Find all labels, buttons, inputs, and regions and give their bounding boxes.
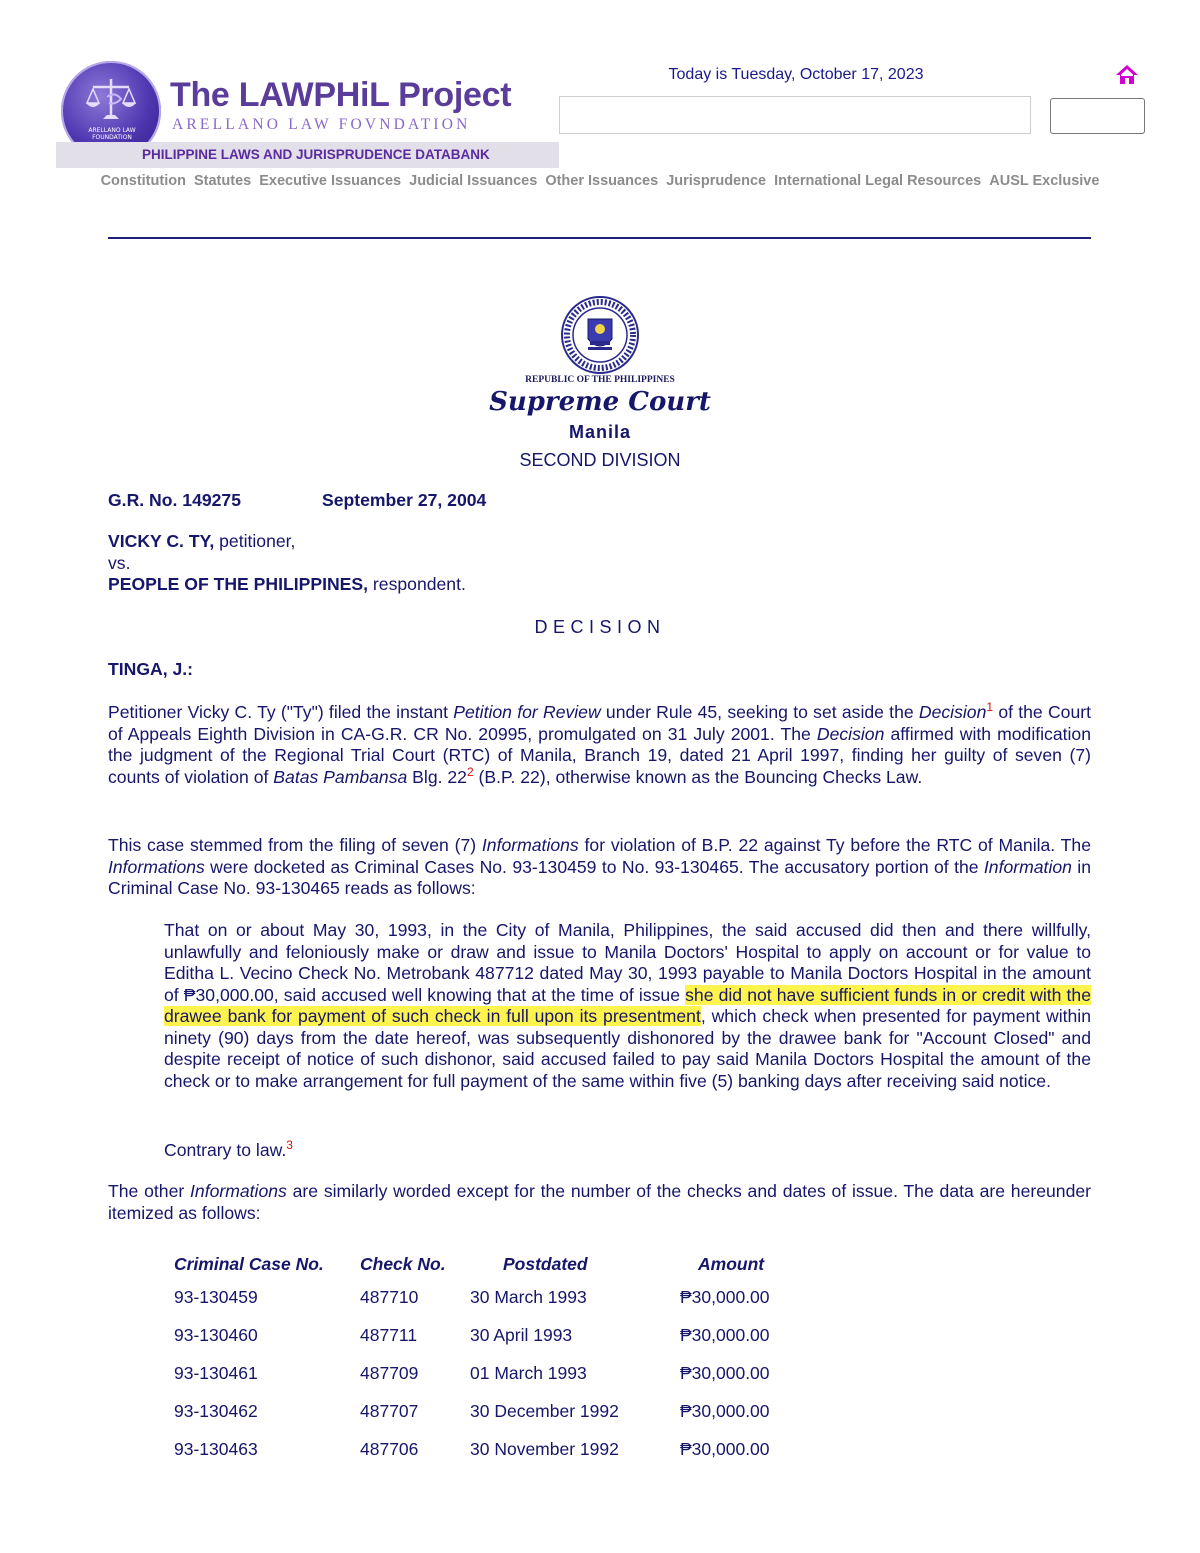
cell-postdated: 30 December 1992 xyxy=(470,1400,619,1421)
highlighted-text: she did not have sufficient funds in or credit with the drawee bank for payment of such check in full upon its presentment xyxy=(164,984,1091,1026)
cell-amount: ₱30,000.00 xyxy=(680,1324,770,1345)
decision-date: September 27, 2004 xyxy=(322,490,487,510)
table-row xyxy=(166,1316,838,1354)
text-run-italic: Petition for Review xyxy=(453,702,601,722)
text-run: are similarly worded except for the number of the checks and dates of issue. The data are hereunder itemized as follows: xyxy=(108,1181,1092,1223)
home-icon[interactable] xyxy=(1115,64,1139,86)
respondent-name: PEOPLE OF THE PHILIPPINES, xyxy=(108,574,369,594)
text-run-italic: Informations xyxy=(190,1181,287,1201)
foundation-name: ARELLANO LAW FOVNDATION xyxy=(172,116,471,133)
databank-banner: PHILIPPINE LAWS AND JURISPRUDENCE DATABANK xyxy=(56,142,559,168)
text-run: under Rule 45, seeking to set aside the xyxy=(600,702,919,722)
header-amount: Amount xyxy=(698,1253,765,1274)
cell-check-no: 487706 xyxy=(360,1438,419,1459)
ponente: TINGA, J.: xyxy=(108,659,194,679)
cell-postdated: 01 March 1993 xyxy=(470,1362,587,1383)
search-input[interactable] xyxy=(559,96,1031,134)
text-run: were docketed as Criminal Cases No. 93-130459 to No. 93-130465. The accusatory portion of the xyxy=(204,856,984,877)
search-button[interactable] xyxy=(1050,98,1145,134)
text-run-italic: Decision xyxy=(816,723,885,744)
cases-table xyxy=(166,1250,838,1468)
quoted-information xyxy=(164,920,1091,1092)
cell-check-no: 487711 xyxy=(360,1324,418,1345)
text-run: affirmed with modification the judgment of the Regional Trial Court (RTC) of Manila, Branch 19, dated 21 April 1997, finding her guilty of seven (7) counts of violation of xyxy=(108,723,1091,787)
table-row xyxy=(166,1354,838,1392)
table-row xyxy=(166,1278,838,1316)
cell-amount: ₱30,000.00 xyxy=(680,1362,770,1383)
cell-postdated: 30 March 1993 xyxy=(470,1286,587,1307)
footnote-link-1[interactable]: 1 xyxy=(986,700,994,715)
text-run: This case stemmed from the filing of seven (7) xyxy=(108,835,482,855)
text-run-italic: Informations xyxy=(481,835,579,855)
cell-case-no: 93-130463 xyxy=(174,1438,258,1459)
respondent-role: respondent. xyxy=(368,574,466,594)
paragraph-3 xyxy=(108,1181,1091,1224)
cell-check-no: 487709 xyxy=(360,1362,419,1383)
court-division: SECOND DIVISION xyxy=(519,450,681,470)
respondent-line xyxy=(108,574,466,596)
text-run: Contrary to law. xyxy=(164,1140,287,1160)
nav-constitution[interactable]: Constitution xyxy=(100,173,186,189)
cell-amount: ₱30,000.00 xyxy=(680,1286,770,1307)
text-run: Blg. 22 xyxy=(407,766,467,787)
supreme-court-seal-icon xyxy=(560,295,640,375)
cell-postdated: 30 November 1992 xyxy=(470,1438,619,1459)
footnote-link-2[interactable]: 2 xyxy=(466,764,474,779)
text-run: in Criminal Case No. 93-130465 reads as follows: xyxy=(108,856,1091,898)
text-run-italic: Informations xyxy=(108,856,205,877)
scales-of-justice-icon xyxy=(85,75,137,125)
text-run: for violation of B.P. 22 against Ty before the RTC of Manila. The xyxy=(578,835,1091,855)
nav-jurisprudence[interactable]: Jurisprudence xyxy=(666,173,767,189)
brand-title: The LAWPHiL Project xyxy=(170,76,512,114)
cell-check-no: 487707 xyxy=(360,1400,419,1421)
seal-small-text: ARELLANO LAW FOUNDATION xyxy=(88,127,136,141)
footnote-link-3[interactable]: 3 xyxy=(286,1138,293,1153)
republic-label: REPUBLIC OF THE PHILIPPINES xyxy=(525,375,675,385)
header-divider xyxy=(108,237,1091,239)
text-run: That on or about May 30, 1993, in the City of Manila, Philippines, the said accused did then and there willfully, unlawfully and feloniously make or draw and issue to Manila Doctors' Hospital to apply on account or for value to Editha L. Vecino Check No. Metrobank 487712 dated May 30, 1993 payable to Manila Doctors Hospital in the amount of ₱30,000.00, said accused well knowing that at the time of issue xyxy=(164,920,1091,1005)
text-run: (B.P. 22), otherwise known as the Bouncing Checks Law. xyxy=(473,766,923,787)
lawphil-logo[interactable] xyxy=(56,58,561,170)
petitioner-line xyxy=(108,531,466,553)
cell-amount: ₱30,000.00 xyxy=(680,1400,770,1421)
today-date: Today is Tuesday, October 17, 2023 xyxy=(668,66,924,83)
cell-amount: ₱30,000.00 xyxy=(680,1438,770,1459)
text-run: The other xyxy=(108,1181,191,1201)
text-run-italic: Decision xyxy=(918,702,987,722)
table-row xyxy=(166,1392,838,1430)
nav-ausl-exclusive[interactable]: AUSL Exclusive xyxy=(989,173,1100,189)
paragraph-2 xyxy=(108,835,1091,900)
header-check-no: Check No. xyxy=(360,1253,446,1274)
main-nav xyxy=(0,173,1200,189)
nav-international-legal-resources[interactable]: International Legal Resources xyxy=(774,173,982,189)
cell-case-no: 93-130461 xyxy=(174,1362,258,1383)
text-run: , which check when presented for payment within ninety (90) days from the date hereof, was subsequently dishonored by the drawee bank for "Account Closed" and despite receipt of notice of such dishonor, said accused failed to pay said Manila Doctors Hospital the amount of the check or to make arrangement for full payment of the same within five (5) banking days after receiving said notice. xyxy=(164,1006,1091,1091)
header-postdated: Postdated xyxy=(503,1253,588,1274)
petitioner-role: petitioner, xyxy=(214,531,296,551)
text-run: of the Court of Appeals Eighth Division in CA-G.R. CR No. 20995, promulgated on 31 July 2001. The xyxy=(108,702,1091,744)
petitioner-name: VICKY C. TY, xyxy=(108,531,215,551)
cell-check-no: 487710 xyxy=(360,1286,419,1307)
contrary-to-law xyxy=(164,1140,293,1162)
cell-case-no: 93-130459 xyxy=(174,1286,258,1307)
case-parties xyxy=(108,531,466,596)
gr-number: G.R. No. 149275 xyxy=(108,490,241,510)
court-city: Manila xyxy=(568,422,631,442)
table-row xyxy=(166,1430,838,1468)
court-name: Supreme Court xyxy=(489,387,711,417)
header-criminal-case-no: Criminal Case No. xyxy=(174,1253,324,1274)
nav-statutes[interactable]: Statutes xyxy=(193,173,252,189)
nav-other-issuances[interactable]: Other Issuances xyxy=(545,173,659,189)
versus: vs. xyxy=(108,552,131,573)
paragraph-1 xyxy=(108,702,1091,788)
cell-case-no: 93-130462 xyxy=(174,1400,258,1421)
cell-postdated: 30 April 1993 xyxy=(470,1324,573,1345)
text-run: Petitioner Vicky C. Ty ("Ty") filed the instant xyxy=(108,702,454,722)
text-run-italic: Information xyxy=(983,856,1072,877)
cell-case-no: 93-130460 xyxy=(174,1324,258,1345)
nav-executive-issuances[interactable]: Executive Issuances xyxy=(259,173,402,189)
decision-heading: DECISION xyxy=(534,617,666,637)
nav-judicial-issuances[interactable]: Judicial Issuances xyxy=(409,173,538,189)
text-run-italic: Batas Pambansa xyxy=(273,766,408,787)
table-header-row xyxy=(166,1250,838,1278)
